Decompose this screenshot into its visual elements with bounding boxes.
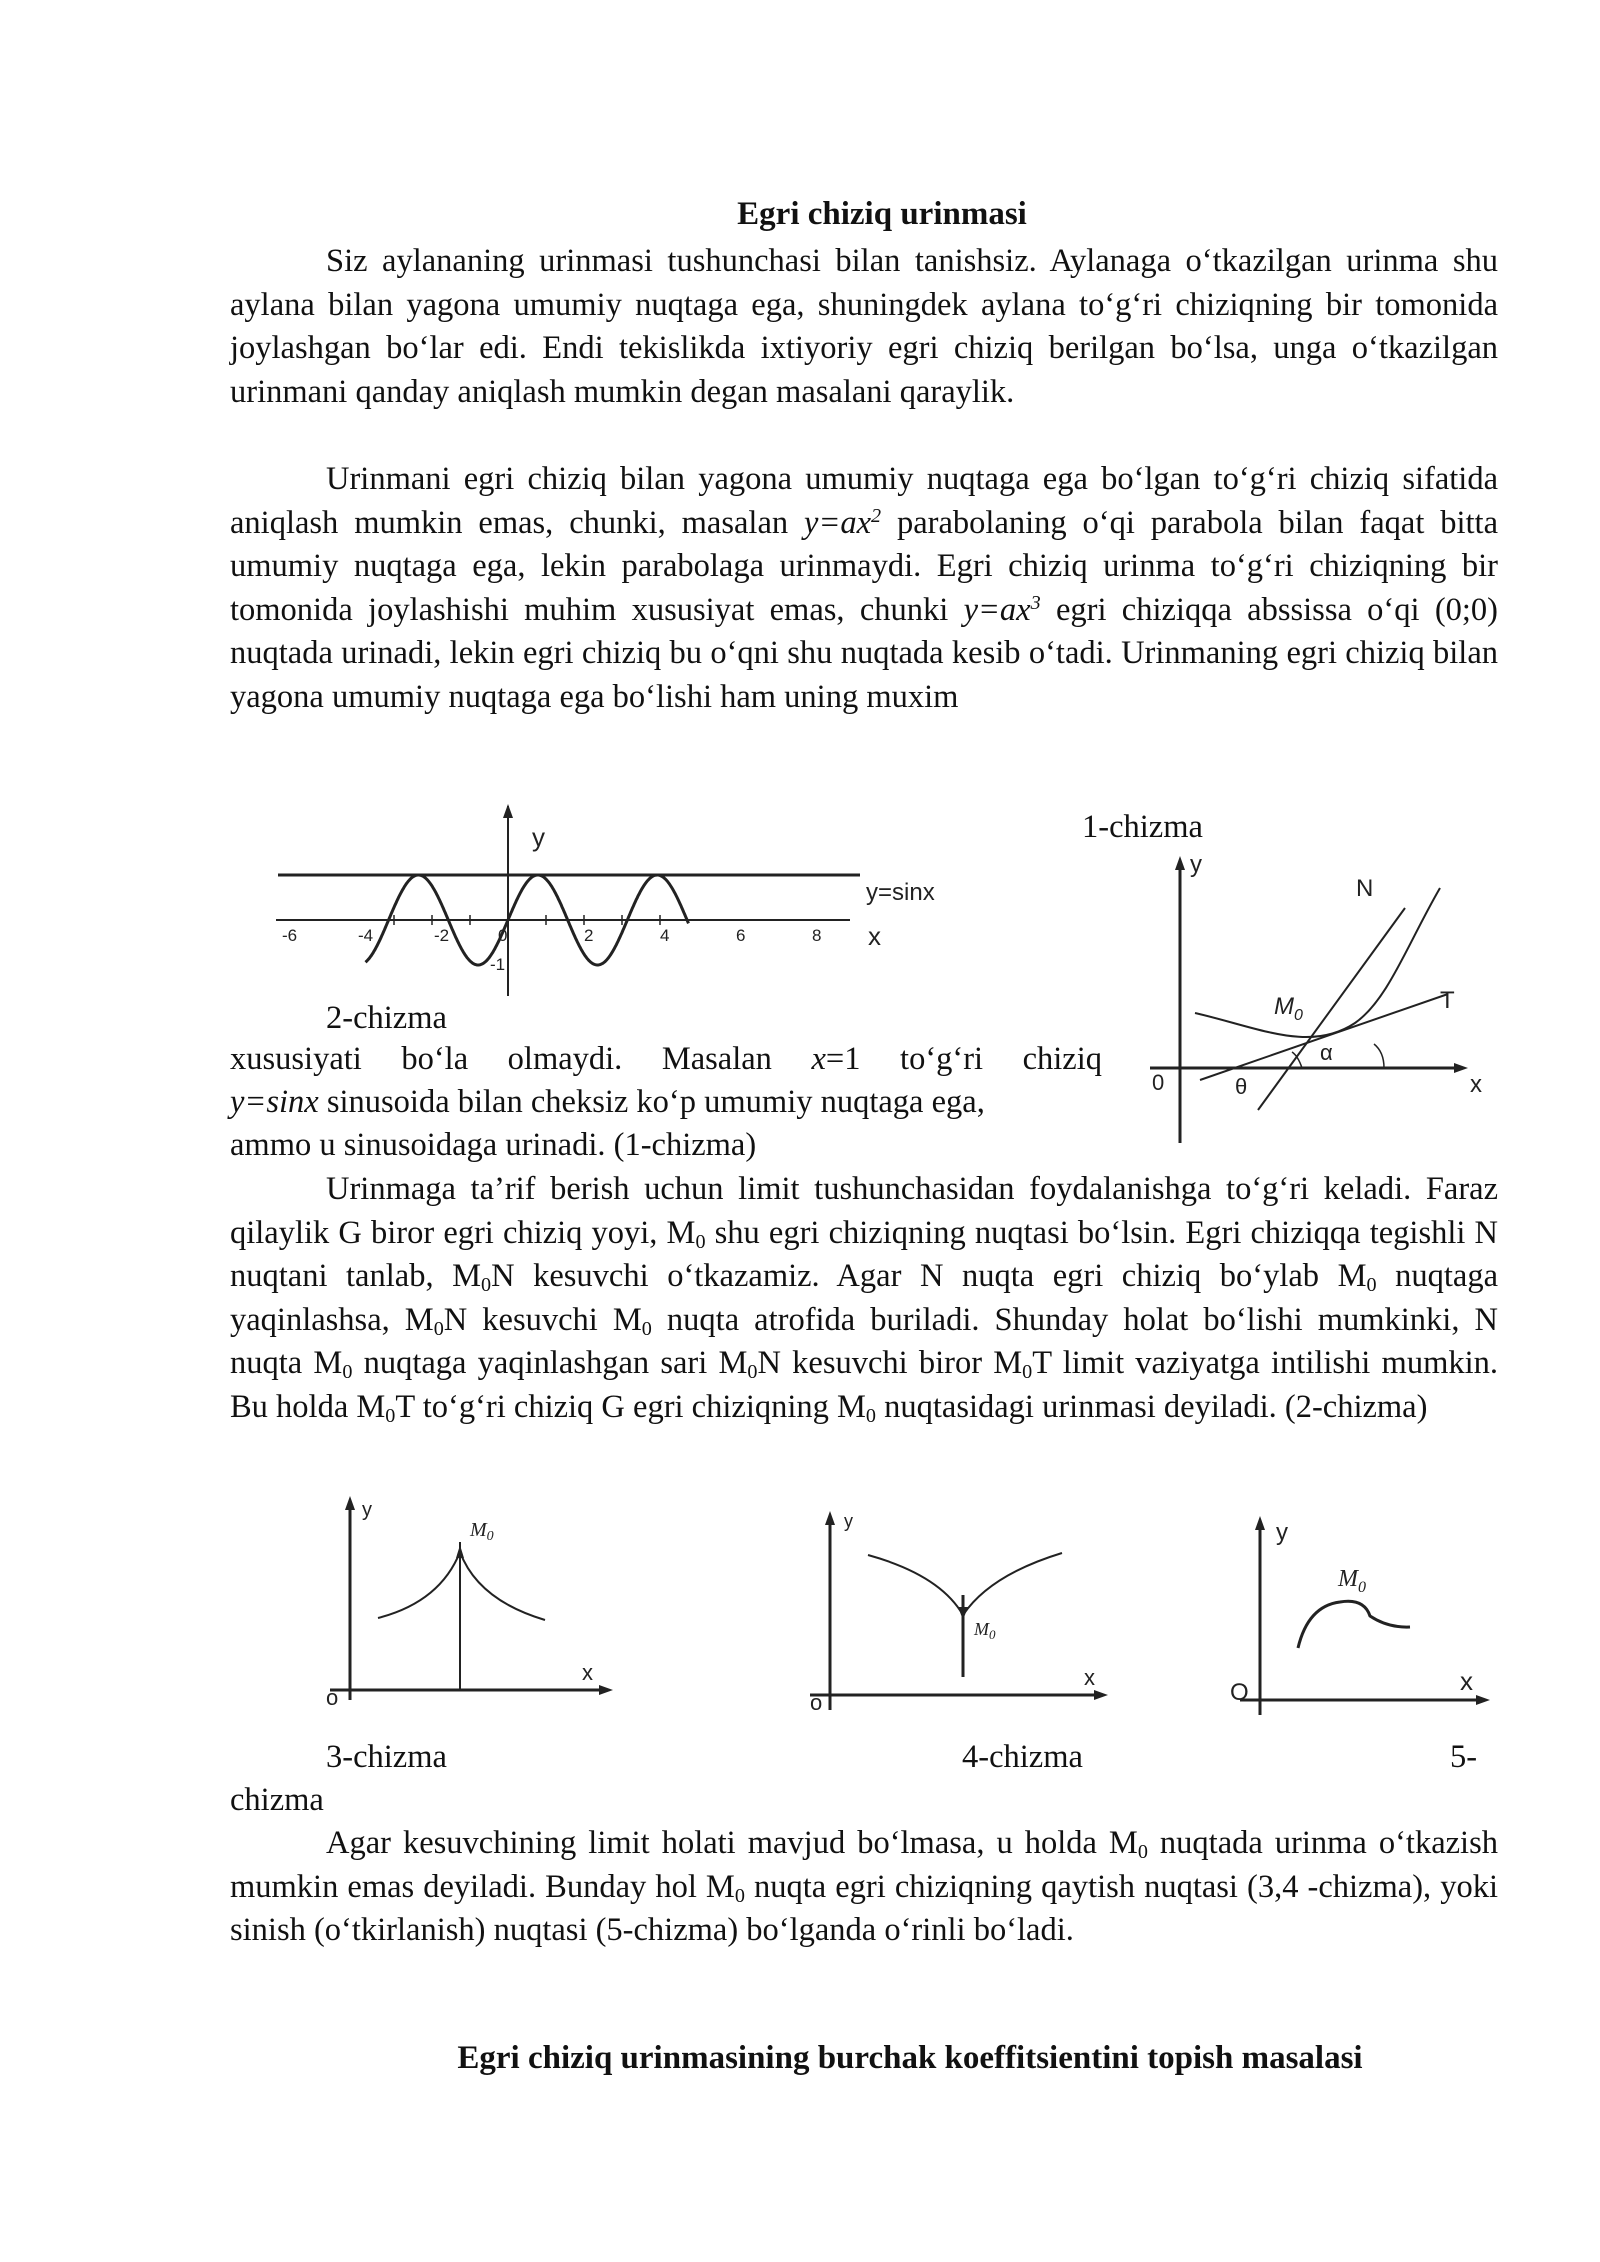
corner-curve xyxy=(1298,1601,1410,1648)
y-axis-arrow-icon xyxy=(503,804,513,818)
paragraph-5: Agar kesuvchining limit holati mavjud bo‘lmasa, u holda $M_0$ nuqtada urinma o‘tkazish mumkin emas deyiladi. Bunday hol $M_0$ nuqta egri chiziqning qaytish nuqtasi (3,4 -chizma), yoki sinish (o‘tkirlanish) nuqtasi (5-chizma) bo‘lganda o‘rinli bo‘ladi. xyxy=(230,1825,1498,1948)
caption-5-part-1: 5- xyxy=(1450,1739,1478,1775)
theta-label: θ xyxy=(1235,1074,1248,1099)
origin-label: o xyxy=(810,1690,823,1715)
y-axis-label: y xyxy=(1276,1519,1288,1546)
point-m0-label: $M_0$ xyxy=(1338,1566,1366,1596)
page-title-text: Egri chiziq urinmasi xyxy=(737,196,1027,232)
point-n-label: N xyxy=(1356,875,1374,902)
paragraph-1: Siz aylananing urinmasi tushunchasi bilan tanishsiz. Aylanaga o‘tkazilgan urinma shu aylana bilan yagona umumiy nuqtaga ega, shuningdek aylana to‘g‘ri chiziqning bir tomonida joylashgan bo‘lar edi. Endi tekislikda ixtiyoriy egri chiziq berilgan bo‘lsa, unga o‘tkazilgan urinmani qanday aniqlash mumkin degan masalani qaraylik. xyxy=(230,243,1498,410)
alpha-label: α xyxy=(1320,1040,1333,1065)
paragraph-2: Urinmani egri chiziq bilan yagona umumiy nuqtaga ega bo‘lgan to‘g‘ri chiziq sifatida aniqlash mumkin emas, chunki, masalan $y=ax^2$ parabolaning o‘qi parabola bilan faqat bitta umumiy nuqtaga ega, lekin parabolaga urinmaydi. Egri chiziq urinma to‘g‘ri chiziqning bir tomonida joylashishi muhim xususiyat emas, chunki $y=ax^3$ egri chiziqqa abssissa o‘qi (0;0) nuqtada urinadi, lekin egri chiziq bu o‘qni shu nuqtada kesib o‘tadi. Urinmaning egri chiziq bilan yagona umumiy nuqtaga ega bo‘lishi ham uning muxim xyxy=(230,461,1499,715)
caption-3: 3-chizma xyxy=(326,1739,447,1775)
point-m0-label: $M_0$ xyxy=(470,1519,494,1544)
page-title xyxy=(230,196,1498,233)
paragraph-4: Urinmaga ta’rif berish uchun limit tushunchasidan foydalanishga to‘g‘ri keladi. Faraz qilaylik G biror egri chiziq yoyi, $M_0$ shu egri chiziqning nuqtasi bo‘lsin. Egri chiziqqa tegishli N nuqtani tanlab, $M_0N$ kesuvchi o‘tkazamiz. Agar N nuqta egri chiziq bo‘ylab $M_0$ nuqtaga yaqinlashsa, $M_0N$ kesuvchi $M_0$ nuqta atrofida buriladi. Shunday holat bo‘lishi mumkinki, N nuqta $M_0$ nuqtaga yaqinlashgan sari $M_0N$ kesuvchi biror $M_0T$ limit vaziyatga intilishi mumkin. Bu holda $M_0T$ to‘g‘ri chiziq G egri chiziqning $M_0$ nuqtasidagi urinmasi deyiladi. (2-chizma) xyxy=(230,1171,1499,1427)
formula-cubic: $y=ax^3$ xyxy=(963,591,1041,628)
x-axis-label: x xyxy=(1460,1666,1473,1696)
x-axis-label: x xyxy=(582,1660,593,1685)
figure-secant-tangent xyxy=(1130,848,1510,1148)
tick-label: -6 xyxy=(282,926,298,945)
tick-label: -4 xyxy=(358,926,374,945)
x-axis-arrow-icon xyxy=(1094,1690,1108,1700)
paragraph-3-line-2: y=sinx sinusoida bilan cheksiz ko‘p umumiy nuqtaga ega, xyxy=(230,1084,985,1120)
y-axis-arrow-icon xyxy=(345,1496,355,1510)
figure-5 xyxy=(1220,1510,1500,1720)
paragraph-3-line-3: ammo u sinusoidaga urinadi. (1-chizma) xyxy=(230,1127,757,1163)
tick-label: 6 xyxy=(736,926,746,945)
y-axis-label: y xyxy=(532,822,545,852)
cusp-arrow-icon xyxy=(456,1545,464,1558)
figure-4 xyxy=(800,1505,1120,1715)
x-axis-label: x xyxy=(1084,1665,1095,1690)
tangent-t-label: T xyxy=(1440,987,1455,1014)
x-axis-label: x xyxy=(1470,1071,1482,1098)
origin-label: O xyxy=(1230,1679,1249,1706)
y-axis-arrow-icon xyxy=(1175,856,1185,870)
cusp-arrow-icon xyxy=(958,1607,968,1620)
caption-4: 4-chizma xyxy=(962,1739,1083,1775)
y-axis-label: y xyxy=(1190,851,1202,878)
tick-label: 4 xyxy=(660,926,670,945)
caption-2: 2-chizma xyxy=(326,1000,447,1036)
origin-label: 0 xyxy=(1152,1070,1165,1095)
x-axis-arrow-icon xyxy=(1454,1063,1468,1073)
curve-label: y=sinx xyxy=(866,879,935,906)
tick-label: 0 xyxy=(498,926,508,945)
tick-label: -2 xyxy=(434,926,450,945)
y-axis-arrow-icon xyxy=(825,1511,835,1525)
tick-label: -1 xyxy=(490,955,506,974)
caption-1: 1-chizma xyxy=(1082,809,1203,845)
alpha-arc xyxy=(1374,1044,1384,1068)
tick-label: 8 xyxy=(812,926,822,945)
y-axis-label: y xyxy=(362,1499,372,1521)
figure-sinusoid xyxy=(270,800,950,1000)
y-axis-arrow-icon xyxy=(1255,1516,1265,1530)
x-axis-label: x xyxy=(868,921,881,951)
x-axis-arrow-icon xyxy=(599,1685,613,1695)
cusp-curve xyxy=(378,1552,545,1620)
figure-3 xyxy=(320,1490,620,1710)
point-m0-label: $M_0$ xyxy=(974,1619,996,1642)
section-heading xyxy=(220,2040,1600,2077)
x-axis-arrow-icon xyxy=(1476,1695,1490,1705)
formula-parabola: $y=ax^2$ xyxy=(804,504,882,541)
tick-label: 2 xyxy=(584,926,594,945)
y-axis-label: y xyxy=(844,1511,853,1531)
caption-5-part-2: chizma xyxy=(230,1782,324,1818)
paragraph-3-line-1: xususiyati bo‘la olmaydi. Masalan x=1 to‘g‘ri chiziq xyxy=(230,1041,1103,1077)
cusp-curve xyxy=(868,1553,1062,1615)
point-m0-label: $M_0$ xyxy=(1274,993,1303,1024)
origin-label: o xyxy=(326,1685,339,1710)
section-heading-text: Egri chiziq urinmasining burchak koeffitsientini topish masalasi xyxy=(457,2040,1363,2076)
